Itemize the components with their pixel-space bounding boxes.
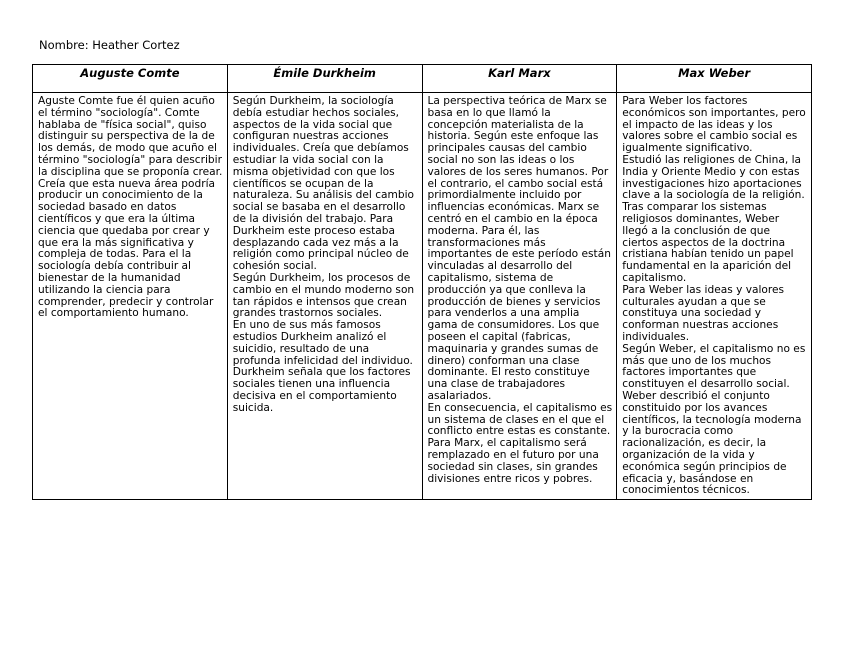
cell-weber [617,93,812,500]
comte-paragraph-1: Aguste Comte fue él quien acuño el término "sociología". Comte hablaba de "física social", quiso distinguir su perspectiva de la de los demás, de modo que acuño el término "sociología" para describir la disciplina que se proponía crear. [38,95,223,178]
header-karl-marx: Karl Marx [422,65,617,93]
table-row [33,93,812,500]
student-name-line: Nombre: Heather Cortez [39,38,180,52]
comte-paragraph-2: Creía que esta nueva área podría producir un conocimiento de la sociedad basado en datos científicos y que era la última ciencia que quedaba por crear y que era la más significativa y compleja de todas. Para el la sociología debía contribuir al bienestar de la humanidad utilizando la ciencia para comprender, predecir y controlar el comportamiento humano. [38,177,216,320]
cell-comte [33,93,228,500]
cell-marx [422,93,617,500]
durkheim-paragraph-2: Según Durkheim, los procesos de cambio en el mundo moderno son tan rápidos e intensos que crean grandes trastornos sociales. [232,271,415,320]
header-emile-durkheim: Émile Durkheim [227,65,422,93]
table-header-row [33,65,812,93]
header-max-weber: Max Weber [617,65,812,93]
durkheim-paragraph-1: Según Durkheim, la sociología debía estudiar hechos sociales, aspectos de la vida social que configuran nuestras acciones individuales. Creía que debíamos estudiar la vida social con la misma objetividad con que los científicos se ocupan de la naturaleza. Su análisis del cambio social se basaba en el desarrollo de la división del trabajo. Para Durkheim este proceso estaba desplazando cada vez más a la religión como principal núcleo de cohesión social. [232,95,414,273]
weber-paragraph-2: Estudió las religiones de China, la India y Oriente Medio y con estas investigaciones hizo aportaciones clave a la sociología de la religión. Tras comparar los sistemas religiosos dominantes, Weber llegó a la conclusión de que ciertos aspectos de la doctrina cristiana habían tenido un papel fundamental en la aparición del capitalismo. [622,153,805,284]
weber-paragraph-1: Para Weber los factores económicos son importantes, pero el impacto de las ideas y los valores sobre el cambio social es igualmente significativo. [622,95,806,155]
header-auguste-comte: Auguste Comte [33,65,228,93]
cell-durkheim [227,93,422,500]
weber-paragraph-3: Para Weber las ideas y valores culturales ayudan a que se constituya una sociedad y conforman nuestras acciones individuales. [622,283,785,343]
comparison-table [32,64,812,500]
durkheim-paragraph-3: En uno de sus más famosos estudios Durkheim analizó el suicidio, resultado de una profunda infelicidad del individuo. Durkheim señala que los factores sociales tienen una influencia decisiva en el comportamiento suicida. [232,319,413,414]
marx-paragraph-1: La perspectiva teórica de Marx se basa en lo que llamó la concepción materialista de la historia. Según este enfoque las principales causas del cambio social no son las ideas o los valores de los seres humanos. Por el contrario, el cambo social está primordialmente incluido por influencias económicas. Marx se centró en el cambio en la época moderna. Para él, las transformaciones más importantes de este período están vinculadas al desarrollo del capitalismo, sistema de producción ya que conlleva la producción de bienes y servicios para venderlos a una amplia gama de consumidores. Los que poseen el capital (fabricas, maquinaria y grandes sumas de dinero) conforman una clase dominante. El resto constituye una clase de trabajadores asalariados. [427,95,611,402]
marx-paragraph-3: Para Marx, el capitalismo será remplazado en el futuro por una sociedad sin clases, sin grandes divisiones entre ricos y pobres. [427,437,599,485]
weber-paragraph-4: Según Weber, el capitalismo no es más que uno de los muchos factores importantes que constituyen el desarrollo social. Weber describió el conjunto constituido por los avances científicos, la tecnología moderna y la burocracia como racionalización, es decir, la organización de la vida y económica según principios de eficacia y, basándose en conocimientos técnicos. [622,342,806,497]
marx-paragraph-2: En consecuencia, el capitalismo es un sistema de clases en el que el conflicto entre estas es constante. [427,401,613,438]
